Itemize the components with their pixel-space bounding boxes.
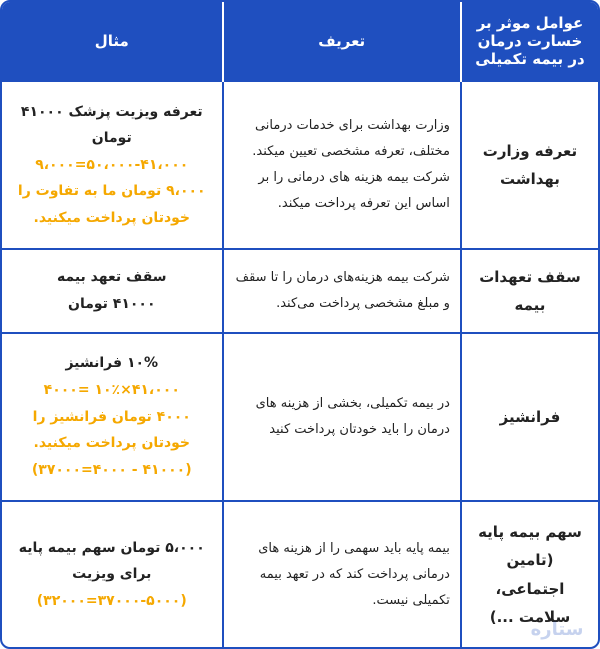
table-row [2, 333, 598, 501]
comparison-table [2, 2, 598, 647]
example-calculation-line: ۴۰۰۰ تومان فرانشیز را خودتان پرداخت میکنید. [32, 408, 191, 452]
example-calculation-line: ۵۰،۰۰۰-۴۱،۰۰۰=۹،۰۰۰ [35, 156, 189, 173]
watermark-text: ستاره [530, 619, 584, 640]
example-text-line: تعرفه ویزیت پزشک ۴۱۰۰۰ تومان [20, 103, 203, 147]
example-text-line: ۱۰% فرانشیز [65, 355, 159, 372]
factor-cell: تعرفه وزارت بهداشت [461, 81, 598, 249]
example-cell [2, 333, 223, 501]
example-cell [2, 249, 223, 333]
table-row [2, 249, 598, 333]
example-calculation-line: ۹،۰۰۰ تومان ما به تفاوت را خودتان پرداخت میکنید. [17, 183, 206, 226]
example-calculation-line: (۳۷۰۰۰-۵۰۰۰=۳۲۰۰۰) [36, 592, 187, 609]
example-text-line: ۵،۰۰۰ تومان سهم بیمه پایه برای ویزیت [18, 539, 205, 583]
definition-cell: وزارت بهداشت برای خدمات درمانی مختلف، تعرفه مشخصی تعیین میکند. شرکت بیمه هزینه های درمانی را بر اساس این تعرفه پرداخت میکند. [223, 81, 461, 249]
site-logo-icon [522, 613, 592, 643]
factor-cell: سهم بیمه پایه (تامین اجتماعی، سلامت ...) [461, 501, 598, 647]
example-text-line: ۴۱۰۰۰ تومان [68, 296, 156, 312]
definition-cell: شرکت بیمه هزینه‌های درمان را تا سقف و مبلغ مشخصی پرداخت می‌کند. [223, 249, 461, 333]
example-cell [2, 501, 223, 647]
table-header-row [2, 2, 598, 81]
factor-cell: سقف تعهدات بیمه [461, 249, 598, 333]
example-calculation-line: ۴۱،۰۰۰×۱۰٪ =۴۰۰۰ [43, 382, 180, 398]
header-example: مثال [2, 2, 223, 81]
example-calculation-line: (۴۱۰۰۰ - ۴۰۰۰=۳۷۰۰۰) [31, 461, 192, 478]
example-text-line: سقف تعهد بیمه [56, 269, 167, 286]
definition-cell: در بیمه تکمیلی، بخشی از هزینه های درمان را باید خودتان پرداخت کنید [223, 333, 461, 501]
table-row [2, 81, 598, 249]
header-definition: تعریف [223, 2, 461, 81]
definition-cell: بیمه پایه باید سهمی را از هزینه های درمانی پرداخت کند که در تعهد بیمه تکمیلی نیست. [223, 501, 461, 647]
example-cell [2, 81, 223, 249]
table-body [2, 81, 598, 647]
factor-cell: فرانشیز [461, 333, 598, 501]
table-row [2, 501, 598, 647]
header-factor: عوامل موثر بر خسارت درمان در بیمه تکمیلی [461, 2, 598, 81]
